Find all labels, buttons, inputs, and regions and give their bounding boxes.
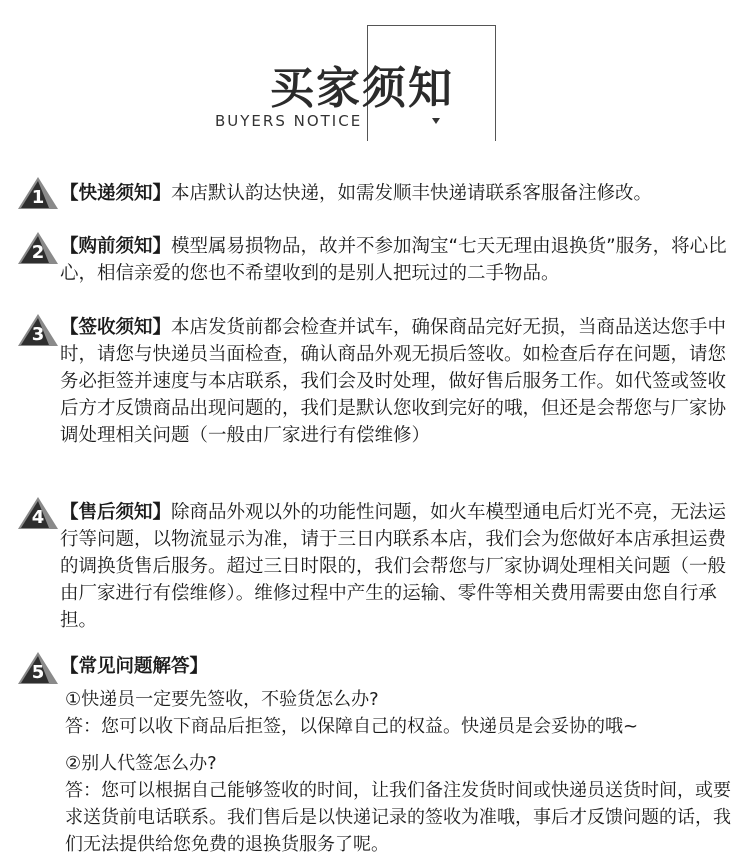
section-heading: 【售后须知】 <box>60 502 172 523</box>
down-arrow-icon <box>432 118 440 124</box>
faq-answer: 答：您可以收下商品后拒签，以保障自己的权益。快递员是会妥协的哦~ <box>65 716 639 737</box>
section-heading: 【签收须知】 <box>60 317 172 338</box>
section-body: 除商品外观以外的功能性问题，如火车模型通电后灯光不亮，无法运行等问题，以物流显示为准，请于三日内联系本店，我们会为您做好本店承担运费的调换货售后服务。超过三日时限的，我们会帮您与厂家协调处理相关问题（一般由厂家进行有偿维修）。维修过程中产生的运输、零件等相关费用需要由您自行承担。 <box>60 502 727 631</box>
section-text <box>60 233 740 287</box>
number-badge-icon <box>18 175 58 211</box>
section-text <box>60 180 740 207</box>
section-text <box>60 499 740 634</box>
section-body: 模型属易损物品，故并不参加淘宝“七天无理由退换货”服务，将心比心，相信亲爱的您也不希望收到的是别人把玩过的二手物品。 <box>60 236 727 284</box>
number-badge-icon <box>18 495 58 531</box>
badge-number: 3 <box>31 324 45 345</box>
faq-question: ②别人代签怎么办? <box>65 753 217 774</box>
section-body: 本店发货前都会检查并试车，确保商品完好无损，当商品送达您手中时，请您与快递员当面检查，确认商品外观无损后签收。如检查后存在问题，请您务必拒签并速度与本店联系，我们会及时处理，做好售后服务工作。如代签或签收后方才反馈商品出现问题的，我们是默认您收到完好的哦，但还是会帮您与厂家协调处理相关问题（一般由厂家进行有偿维修） <box>60 317 727 446</box>
page-header <box>0 0 750 150</box>
badge-number: 1 <box>31 187 45 208</box>
faq-question: ①快递员一定要先签收，不验货怎么办? <box>65 689 379 710</box>
number-badge-icon <box>18 230 58 266</box>
section-heading: 【快递须知】 <box>60 183 172 204</box>
section-body: 本店默认韵达快递，如需发顺丰快递请联系客服备注修改。 <box>171 183 653 204</box>
badge-number: 4 <box>31 507 45 528</box>
faq-answer: 答：您可以根据自己能够签收的时间，让我们备注发货时间或快递员送货时间，或要求送货前电话联系。我们售后是以快递记录的签收为准哦，事后才反馈问题的话，我们无法提供给您免费的退换货服务了呢。 <box>65 780 731 855</box>
number-badge-icon <box>18 312 58 348</box>
page-subtitle: BUYERS NOTICE <box>215 112 363 130</box>
number-badge-icon <box>18 650 58 686</box>
badge-number: 5 <box>31 662 45 683</box>
page-title: 买家须知 <box>270 63 454 114</box>
section-text <box>60 314 740 449</box>
badge-number: 2 <box>31 242 45 263</box>
section-heading: 【购前须知】 <box>60 236 172 257</box>
section-heading: 【常见问题解答】 <box>60 656 209 677</box>
section-text <box>60 653 740 680</box>
